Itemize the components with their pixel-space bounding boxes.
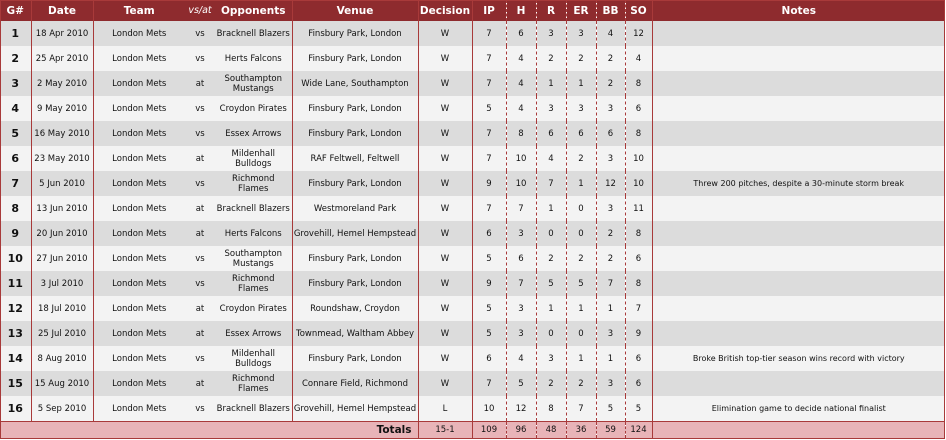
cell-er: 2	[566, 246, 596, 271]
cell-opponent: Essex Arrows	[215, 321, 292, 346]
cell-vs-at: vs	[185, 21, 215, 46]
cell-ip: 7	[472, 121, 506, 146]
cell-game: 9	[0, 221, 31, 246]
cell-ip: 7	[472, 146, 506, 171]
totals-er: 36	[566, 422, 596, 439]
cell-er: 7	[566, 396, 596, 422]
cell-vs-at: vs	[185, 171, 215, 196]
cell-vs-at: at	[185, 221, 215, 246]
game-rows	[0, 21, 945, 422]
cell-h: 10	[506, 171, 536, 196]
cell-team: London Mets	[93, 246, 185, 271]
cell-r: 1	[536, 71, 566, 96]
cell-game: 3	[0, 71, 31, 96]
totals-so: 124	[625, 422, 652, 439]
cell-so: 10	[625, 171, 652, 196]
cell-bb: 2	[596, 246, 625, 271]
cell-notes: Threw 200 pitches, despite a 30-minute storm break	[652, 171, 945, 196]
totals-row	[0, 422, 945, 439]
cell-team: London Mets	[93, 121, 185, 146]
cell-game: 10	[0, 246, 31, 271]
cell-decision: W	[418, 21, 472, 46]
cell-ip: 7	[472, 196, 506, 221]
cell-venue: Grovehill, Hemel Hempstead	[292, 396, 418, 422]
cell-game: 5	[0, 121, 31, 146]
cell-opponent: Bracknell Blazers	[215, 396, 292, 422]
cell-so: 5	[625, 396, 652, 422]
cell-decision: W	[418, 46, 472, 71]
cell-team: London Mets	[93, 96, 185, 121]
cell-date: 2 May 2010	[31, 71, 93, 96]
cell-decision: W	[418, 296, 472, 321]
cell-notes	[652, 246, 945, 271]
cell-so: 11	[625, 196, 652, 221]
cell-decision: W	[418, 221, 472, 246]
cell-venue: Finsbury Park, London	[292, 46, 418, 71]
cell-ip: 5	[472, 246, 506, 271]
cell-notes	[652, 321, 945, 346]
header-team: Team	[93, 0, 185, 21]
cell-r: 5	[536, 271, 566, 296]
cell-notes	[652, 371, 945, 396]
cell-so: 6	[625, 371, 652, 396]
cell-opponent: Mildenhall Bulldogs	[215, 346, 292, 371]
cell-ip: 9	[472, 171, 506, 196]
cell-bb: 5	[596, 396, 625, 422]
cell-r: 2	[536, 371, 566, 396]
cell-ip: 7	[472, 21, 506, 46]
cell-date: 20 Jun 2010	[31, 221, 93, 246]
cell-r: 3	[536, 21, 566, 46]
cell-venue: RAF Feltwell, Feltwell	[292, 146, 418, 171]
cell-venue: Westmoreland Park	[292, 196, 418, 221]
totals-label: Totals	[0, 422, 418, 439]
cell-bb: 2	[596, 71, 625, 96]
header-ip: IP	[472, 0, 506, 21]
cell-bb: 2	[596, 46, 625, 71]
header-opponents: Opponents	[215, 0, 292, 21]
table-row	[0, 271, 945, 296]
cell-opponent: Bracknell Blazers	[215, 196, 292, 221]
cell-ip: 10	[472, 396, 506, 422]
cell-date: 18 Apr 2010	[31, 21, 93, 46]
cell-game: 1	[0, 21, 31, 46]
cell-team: London Mets	[93, 146, 185, 171]
cell-notes	[652, 71, 945, 96]
cell-date: 5 Sep 2010	[31, 396, 93, 422]
header-row	[0, 0, 945, 21]
cell-er: 2	[566, 371, 596, 396]
cell-game: 7	[0, 171, 31, 196]
cell-decision: W	[418, 246, 472, 271]
cell-so: 6	[625, 246, 652, 271]
cell-opponent: Richmond Flames	[215, 371, 292, 396]
cell-venue: Grovehill, Hemel Hempstead	[292, 221, 418, 246]
header-er: ER	[566, 0, 596, 21]
cell-date: 9 May 2010	[31, 96, 93, 121]
cell-game: 13	[0, 321, 31, 346]
cell-date: 27 Jun 2010	[31, 246, 93, 271]
table-row	[0, 96, 945, 121]
cell-game: 15	[0, 371, 31, 396]
cell-venue: Roundshaw, Croydon	[292, 296, 418, 321]
cell-bb: 1	[596, 346, 625, 371]
cell-h: 4	[506, 346, 536, 371]
cell-game: 2	[0, 46, 31, 71]
cell-opponent: Croydon Pirates	[215, 296, 292, 321]
cell-r: 2	[536, 46, 566, 71]
cell-r: 4	[536, 146, 566, 171]
cell-notes	[652, 146, 945, 171]
cell-so: 8	[625, 121, 652, 146]
table-row	[0, 196, 945, 221]
cell-game: 11	[0, 271, 31, 296]
cell-notes	[652, 96, 945, 121]
cell-vs-at: at	[185, 71, 215, 96]
cell-vs-at: at	[185, 296, 215, 321]
cell-opponent: Southampton Mustangs	[215, 246, 292, 271]
cell-venue: Finsbury Park, London	[292, 121, 418, 146]
cell-ip: 6	[472, 346, 506, 371]
totals-bb: 59	[596, 422, 625, 439]
cell-r: 0	[536, 221, 566, 246]
header-decision: Decision	[418, 0, 472, 21]
header-vs-at: vs/at	[185, 0, 215, 21]
cell-venue: Finsbury Park, London	[292, 246, 418, 271]
cell-r: 8	[536, 396, 566, 422]
cell-ip: 7	[472, 371, 506, 396]
cell-ip: 7	[472, 46, 506, 71]
cell-team: London Mets	[93, 71, 185, 96]
header-venue: Venue	[292, 0, 418, 21]
cell-er: 3	[566, 96, 596, 121]
cell-vs-at: at	[185, 146, 215, 171]
cell-notes	[652, 46, 945, 71]
cell-venue: Connare Field, Richmond	[292, 371, 418, 396]
cell-venue: Townmead, Waltham Abbey	[292, 321, 418, 346]
table-row	[0, 371, 945, 396]
totals-notes	[652, 422, 945, 439]
cell-vs-at: vs	[185, 271, 215, 296]
cell-team: London Mets	[93, 371, 185, 396]
cell-notes: Broke British top-tier season wins record with victory	[652, 346, 945, 371]
cell-date: 3 Jul 2010	[31, 271, 93, 296]
cell-decision: W	[418, 346, 472, 371]
cell-opponent: Herts Falcons	[215, 46, 292, 71]
cell-vs-at: at	[185, 321, 215, 346]
cell-opponent: Richmond Flames	[215, 171, 292, 196]
cell-notes	[652, 21, 945, 46]
cell-so: 6	[625, 346, 652, 371]
cell-er: 2	[566, 146, 596, 171]
cell-er: 1	[566, 346, 596, 371]
cell-bb: 3	[596, 321, 625, 346]
cell-team: London Mets	[93, 271, 185, 296]
table-row	[0, 396, 945, 422]
cell-vs-at: vs	[185, 346, 215, 371]
table-row	[0, 321, 945, 346]
cell-venue: Wide Lane, Southampton	[292, 71, 418, 96]
cell-team: London Mets	[93, 196, 185, 221]
cell-ip: 7	[472, 71, 506, 96]
cell-bb: 4	[596, 21, 625, 46]
cell-er: 2	[566, 46, 596, 71]
cell-game: 12	[0, 296, 31, 321]
cell-team: London Mets	[93, 171, 185, 196]
cell-venue: Finsbury Park, London	[292, 96, 418, 121]
header-h: H	[506, 0, 536, 21]
header-bb: BB	[596, 0, 625, 21]
cell-decision: W	[418, 171, 472, 196]
cell-r: 3	[536, 346, 566, 371]
cell-h: 3	[506, 321, 536, 346]
cell-bb: 1	[596, 296, 625, 321]
table-row	[0, 21, 945, 46]
table-row	[0, 171, 945, 196]
cell-vs-at: vs	[185, 96, 215, 121]
cell-bb: 3	[596, 196, 625, 221]
cell-h: 10	[506, 146, 536, 171]
cell-so: 6	[625, 96, 652, 121]
totals-ip: 109	[472, 422, 506, 439]
cell-venue: Finsbury Park, London	[292, 21, 418, 46]
header-r: R	[536, 0, 566, 21]
header-game: G#	[0, 0, 31, 21]
totals-decision: 15-1	[418, 422, 472, 439]
cell-opponent: Bracknell Blazers	[215, 21, 292, 46]
cell-vs-at: at	[185, 196, 215, 221]
cell-er: 1	[566, 171, 596, 196]
cell-er: 0	[566, 196, 596, 221]
cell-game: 14	[0, 346, 31, 371]
cell-vs-at: vs	[185, 246, 215, 271]
cell-er: 3	[566, 21, 596, 46]
cell-h: 4	[506, 96, 536, 121]
cell-decision: L	[418, 396, 472, 422]
cell-team: London Mets	[93, 321, 185, 346]
cell-ip: 6	[472, 221, 506, 246]
cell-opponent: Essex Arrows	[215, 121, 292, 146]
cell-date: 18 Jul 2010	[31, 296, 93, 321]
table-row	[0, 46, 945, 71]
cell-r: 2	[536, 246, 566, 271]
cell-notes	[652, 121, 945, 146]
cell-vs-at: vs	[185, 396, 215, 422]
cell-h: 5	[506, 371, 536, 396]
cell-so: 9	[625, 321, 652, 346]
cell-h: 4	[506, 71, 536, 96]
cell-h: 6	[506, 246, 536, 271]
cell-er: 5	[566, 271, 596, 296]
cell-team: London Mets	[93, 221, 185, 246]
cell-so: 8	[625, 221, 652, 246]
cell-opponent: Richmond Flames	[215, 271, 292, 296]
cell-opponent: Croydon Pirates	[215, 96, 292, 121]
cell-date: 5 Jun 2010	[31, 171, 93, 196]
cell-bb: 2	[596, 221, 625, 246]
cell-vs-at: vs	[185, 121, 215, 146]
table-row	[0, 246, 945, 271]
cell-so: 8	[625, 271, 652, 296]
cell-h: 3	[506, 296, 536, 321]
cell-game: 16	[0, 396, 31, 422]
cell-team: London Mets	[93, 346, 185, 371]
cell-r: 6	[536, 121, 566, 146]
cell-r: 1	[536, 196, 566, 221]
cell-date: 16 May 2010	[31, 121, 93, 146]
cell-date: 23 May 2010	[31, 146, 93, 171]
cell-so: 10	[625, 146, 652, 171]
table-row	[0, 346, 945, 371]
cell-decision: W	[418, 96, 472, 121]
cell-er: 1	[566, 296, 596, 321]
cell-team: London Mets	[93, 21, 185, 46]
cell-team: London Mets	[93, 296, 185, 321]
cell-opponent: Herts Falcons	[215, 221, 292, 246]
totals-h: 96	[506, 422, 536, 439]
cell-so: 7	[625, 296, 652, 321]
cell-h: 7	[506, 271, 536, 296]
cell-er: 0	[566, 321, 596, 346]
table-row	[0, 221, 945, 246]
cell-venue: Finsbury Park, London	[292, 346, 418, 371]
cell-h: 3	[506, 221, 536, 246]
cell-ip: 5	[472, 96, 506, 121]
table-row	[0, 71, 945, 96]
cell-so: 8	[625, 71, 652, 96]
cell-bb: 3	[596, 371, 625, 396]
cell-decision: W	[418, 71, 472, 96]
cell-bb: 12	[596, 171, 625, 196]
cell-r: 1	[536, 296, 566, 321]
cell-bb: 3	[596, 146, 625, 171]
cell-ip: 9	[472, 271, 506, 296]
cell-game: 4	[0, 96, 31, 121]
cell-decision: W	[418, 271, 472, 296]
cell-notes	[652, 271, 945, 296]
cell-h: 4	[506, 46, 536, 71]
cell-so: 12	[625, 21, 652, 46]
cell-decision: W	[418, 121, 472, 146]
header-so: SO	[625, 0, 652, 21]
cell-venue: Finsbury Park, London	[292, 271, 418, 296]
cell-notes	[652, 221, 945, 246]
cell-bb: 3	[596, 96, 625, 121]
cell-game: 6	[0, 146, 31, 171]
cell-er: 6	[566, 121, 596, 146]
cell-team: London Mets	[93, 46, 185, 71]
cell-opponent: Southampton Mustangs	[215, 71, 292, 96]
cell-h: 8	[506, 121, 536, 146]
cell-er: 0	[566, 221, 596, 246]
cell-decision: W	[418, 146, 472, 171]
table-row	[0, 146, 945, 171]
cell-team: London Mets	[93, 396, 185, 422]
cell-decision: W	[418, 321, 472, 346]
cell-h: 12	[506, 396, 536, 422]
cell-er: 1	[566, 71, 596, 96]
cell-opponent: Mildenhall Bulldogs	[215, 146, 292, 171]
header-notes: Notes	[652, 0, 945, 21]
cell-decision: W	[418, 371, 472, 396]
cell-r: 0	[536, 321, 566, 346]
cell-notes: Elimination game to decide national finalist	[652, 396, 945, 422]
totals-r: 48	[536, 422, 566, 439]
cell-ip: 5	[472, 321, 506, 346]
cell-date: 25 Jul 2010	[31, 321, 93, 346]
cell-ip: 5	[472, 296, 506, 321]
cell-decision: W	[418, 196, 472, 221]
cell-so: 4	[625, 46, 652, 71]
cell-vs-at: vs	[185, 46, 215, 71]
cell-r: 3	[536, 96, 566, 121]
cell-date: 8 Aug 2010	[31, 346, 93, 371]
cell-h: 7	[506, 196, 536, 221]
cell-date: 15 Aug 2010	[31, 371, 93, 396]
cell-h: 6	[506, 21, 536, 46]
cell-bb: 7	[596, 271, 625, 296]
cell-notes	[652, 296, 945, 321]
cell-game: 8	[0, 196, 31, 221]
cell-date: 13 Jun 2010	[31, 196, 93, 221]
header-date: Date	[31, 0, 93, 21]
cell-r: 7	[536, 171, 566, 196]
table-row	[0, 296, 945, 321]
cell-vs-at: at	[185, 371, 215, 396]
table-row	[0, 121, 945, 146]
cell-bb: 6	[596, 121, 625, 146]
cell-date: 25 Apr 2010	[31, 46, 93, 71]
cell-notes	[652, 196, 945, 221]
cell-venue: Finsbury Park, London	[292, 171, 418, 196]
